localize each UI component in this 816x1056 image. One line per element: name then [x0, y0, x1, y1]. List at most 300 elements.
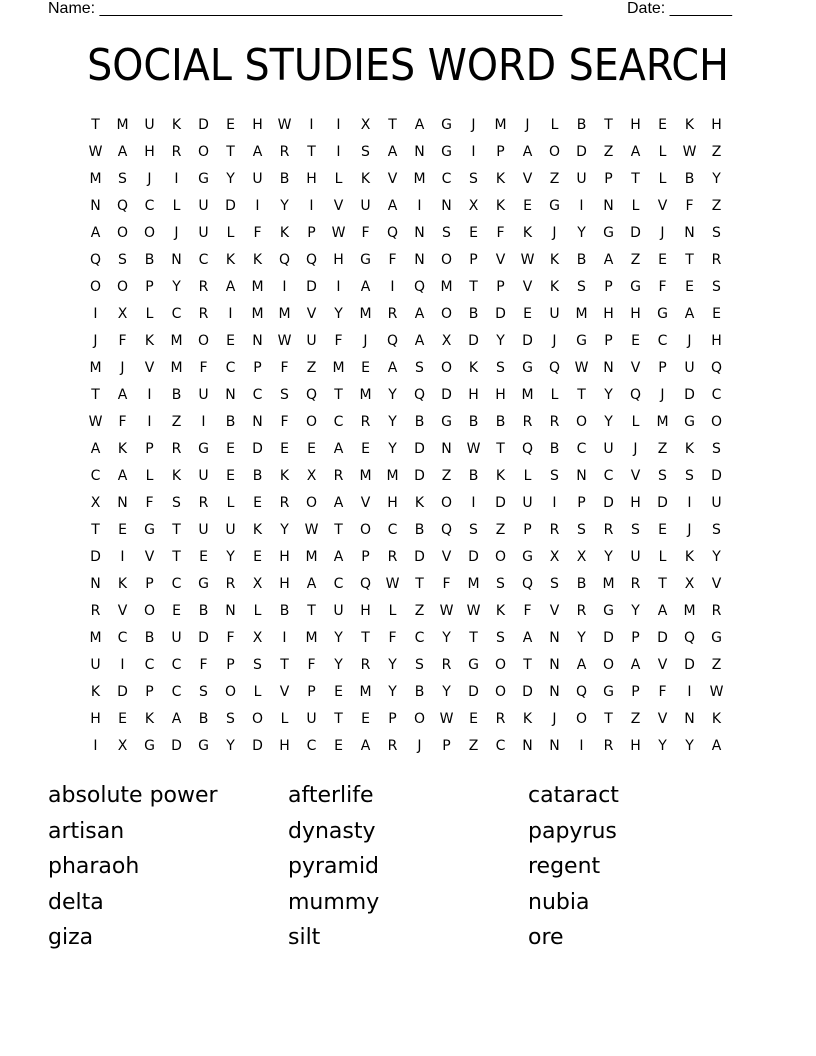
grid-letter[interactable]: C	[711, 387, 722, 403]
grid-letter[interactable]: M	[602, 576, 615, 592]
grid-letter[interactable]: U	[522, 495, 533, 511]
grid-letter[interactable]: O	[440, 306, 453, 322]
grid-letter[interactable]: R	[90, 603, 101, 619]
grid-letter[interactable]: I	[336, 279, 341, 295]
grid-letter[interactable]: M	[521, 387, 534, 403]
grid-letter[interactable]: W	[88, 414, 103, 430]
grid-letter[interactable]: D	[684, 657, 695, 673]
grid-letter[interactable]: Q	[575, 684, 588, 700]
grid-letter[interactable]: V	[522, 279, 533, 295]
grid-letter[interactable]: R	[711, 603, 722, 619]
grid-letter[interactable]: J	[525, 117, 530, 133]
grid-letter[interactable]: Z	[630, 711, 641, 727]
grid-letter[interactable]: K	[252, 252, 263, 268]
grid-letter[interactable]: L	[334, 171, 343, 187]
grid-letter[interactable]: P	[253, 360, 262, 376]
grid-letter[interactable]: A	[630, 657, 641, 673]
grid-letter[interactable]: I	[93, 306, 98, 322]
grid-letter[interactable]: M	[332, 360, 345, 376]
grid-letter[interactable]: A	[333, 441, 344, 457]
grid-letter[interactable]: B	[468, 468, 479, 484]
grid-letter[interactable]: T	[361, 630, 370, 646]
grid-letter[interactable]: K	[360, 171, 371, 187]
grid-letter[interactable]: C	[171, 306, 182, 322]
grid-letter[interactable]: G	[522, 549, 533, 565]
grid-letter[interactable]: A	[387, 198, 398, 214]
grid-letter[interactable]: V	[630, 360, 641, 376]
grid-letter[interactable]: M	[278, 306, 291, 322]
grid-letter[interactable]: I	[417, 198, 422, 214]
grid-letter[interactable]: S	[712, 225, 721, 241]
grid-letter[interactable]: H	[279, 576, 290, 592]
grid-letter[interactable]: A	[171, 711, 182, 727]
grid-letter[interactable]: G	[630, 279, 641, 295]
grid-letter[interactable]: Z	[441, 468, 452, 484]
grid-letter[interactable]: H	[711, 117, 722, 133]
grid-letter[interactable]: T	[685, 252, 694, 268]
grid-letter[interactable]: X	[90, 495, 101, 511]
grid-letter[interactable]: N	[117, 495, 128, 511]
grid-letter[interactable]: M	[305, 549, 318, 565]
grid-letter[interactable]: N	[576, 468, 587, 484]
grid-letter[interactable]: T	[658, 576, 667, 592]
grid-letter[interactable]: L	[658, 549, 667, 565]
grid-letter[interactable]: I	[687, 495, 692, 511]
grid-letter[interactable]: W	[574, 360, 589, 376]
grid-letter[interactable]: P	[577, 495, 586, 511]
grid-letter[interactable]: E	[199, 549, 208, 565]
grid-letter[interactable]: F	[145, 495, 154, 511]
grid-letter[interactable]: L	[145, 306, 154, 322]
grid-letter[interactable]: P	[145, 684, 154, 700]
grid-letter[interactable]: V	[279, 684, 290, 700]
grid-letter[interactable]: R	[495, 711, 506, 727]
grid-letter[interactable]: U	[198, 522, 209, 538]
grid-letter[interactable]: D	[90, 549, 101, 565]
grid-letter[interactable]: O	[440, 252, 453, 268]
grid-letter[interactable]: M	[359, 684, 372, 700]
grid-letter[interactable]: G	[198, 441, 209, 457]
grid-letter[interactable]: O	[440, 360, 453, 376]
grid-letter[interactable]: B	[495, 414, 506, 430]
grid-letter[interactable]: S	[415, 657, 424, 673]
grid-letter[interactable]: N	[603, 360, 614, 376]
grid-letter[interactable]: F	[388, 252, 397, 268]
grid-letter[interactable]: R	[603, 738, 614, 754]
grid-letter[interactable]: R	[630, 576, 641, 592]
grid-letter[interactable]: T	[172, 549, 181, 565]
grid-letter[interactable]: P	[469, 252, 478, 268]
grid-letter[interactable]: G	[576, 333, 587, 349]
grid-letter[interactable]: J	[552, 333, 557, 349]
grid-letter[interactable]: K	[495, 603, 506, 619]
grid-letter[interactable]: A	[603, 252, 614, 268]
grid-letter[interactable]: U	[711, 495, 722, 511]
grid-letter[interactable]: A	[414, 117, 425, 133]
grid-letter[interactable]: V	[657, 198, 668, 214]
grid-letter[interactable]: J	[93, 333, 98, 349]
grid-letter[interactable]: X	[306, 468, 317, 484]
grid-letter[interactable]: U	[684, 360, 695, 376]
grid-letter[interactable]: D	[252, 738, 263, 754]
grid-letter[interactable]: Y	[496, 333, 505, 349]
grid-letter[interactable]: T	[604, 117, 613, 133]
grid-letter[interactable]: I	[120, 657, 125, 673]
grid-letter[interactable]: P	[361, 549, 370, 565]
grid-letter[interactable]: V	[522, 171, 533, 187]
grid-letter[interactable]: U	[225, 522, 236, 538]
grid-letter[interactable]: U	[306, 333, 317, 349]
grid-letter[interactable]: E	[172, 603, 181, 619]
grid-letter[interactable]: M	[116, 117, 129, 133]
grid-letter[interactable]: T	[91, 522, 100, 538]
grid-letter[interactable]: R	[441, 657, 452, 673]
grid-letter[interactable]: H	[630, 306, 641, 322]
grid-letter[interactable]: L	[658, 144, 667, 160]
grid-letter[interactable]: Y	[604, 549, 613, 565]
grid-letter[interactable]: Y	[604, 414, 613, 430]
grid-letter[interactable]: T	[91, 387, 100, 403]
grid-letter[interactable]: Z	[603, 144, 614, 160]
grid-letter[interactable]: D	[603, 630, 614, 646]
grid-letter[interactable]: X	[360, 117, 371, 133]
grid-letter[interactable]: V	[441, 549, 452, 565]
grid-letter[interactable]: M	[683, 603, 696, 619]
grid-letter[interactable]: H	[306, 171, 317, 187]
grid-letter[interactable]: H	[711, 333, 722, 349]
grid-letter[interactable]: D	[576, 144, 587, 160]
grid-letter[interactable]: B	[414, 414, 425, 430]
grid-letter[interactable]: G	[549, 198, 560, 214]
grid-letter[interactable]: U	[306, 711, 317, 727]
grid-letter[interactable]: K	[252, 522, 263, 538]
grid-letter[interactable]: E	[469, 711, 478, 727]
grid-letter[interactable]: E	[226, 333, 235, 349]
grid-letter[interactable]: S	[712, 441, 721, 457]
grid-letter[interactable]: R	[387, 549, 398, 565]
grid-letter[interactable]: I	[282, 279, 287, 295]
grid-letter[interactable]: R	[198, 495, 209, 511]
grid-letter[interactable]: R	[387, 306, 398, 322]
grid-letter[interactable]: D	[522, 333, 533, 349]
grid-letter[interactable]: A	[225, 279, 236, 295]
grid-letter[interactable]: O	[305, 495, 318, 511]
grid-letter[interactable]: Y	[712, 171, 721, 187]
grid-letter[interactable]: J	[174, 225, 179, 241]
grid-letter[interactable]: G	[603, 684, 614, 700]
grid-letter[interactable]: K	[711, 711, 722, 727]
grid-letter[interactable]: D	[657, 495, 668, 511]
grid-letter[interactable]: O	[251, 711, 264, 727]
grid-letter[interactable]: R	[711, 252, 722, 268]
grid-letter[interactable]: V	[306, 306, 317, 322]
date-field[interactable]: Date: _______	[627, 0, 732, 17]
grid-letter[interactable]: O	[359, 522, 372, 538]
grid-letter[interactable]: P	[145, 279, 154, 295]
grid-letter[interactable]: F	[658, 684, 667, 700]
grid-letter[interactable]: T	[496, 441, 505, 457]
grid-letter[interactable]: U	[198, 468, 209, 484]
grid-letter[interactable]: E	[469, 225, 478, 241]
grid-letter[interactable]: C	[387, 522, 398, 538]
grid-letter[interactable]: V	[144, 549, 155, 565]
grid-letter[interactable]: A	[711, 738, 722, 754]
grid-letter[interactable]: Y	[712, 549, 721, 565]
grid-letter[interactable]: S	[469, 522, 478, 538]
grid-letter[interactable]: Q	[683, 630, 696, 646]
grid-letter[interactable]: I	[579, 738, 584, 754]
grid-letter[interactable]: D	[306, 279, 317, 295]
grid-letter[interactable]: M	[89, 360, 102, 376]
grid-letter[interactable]: Y	[658, 738, 667, 754]
grid-letter[interactable]: J	[687, 522, 692, 538]
grid-letter[interactable]: A	[306, 576, 317, 592]
grid-letter[interactable]: T	[307, 144, 316, 160]
grid-letter[interactable]: C	[117, 630, 128, 646]
grid-letter[interactable]: J	[120, 360, 125, 376]
grid-letter[interactable]: D	[225, 198, 236, 214]
grid-letter[interactable]: N	[522, 738, 533, 754]
grid-letter[interactable]: I	[201, 414, 206, 430]
grid-letter[interactable]: V	[360, 495, 371, 511]
grid-letter[interactable]: H	[630, 117, 641, 133]
grid-letter[interactable]: V	[333, 198, 344, 214]
grid-letter[interactable]: Q	[413, 279, 426, 295]
grid-letter[interactable]: Q	[305, 387, 318, 403]
grid-letter[interactable]: H	[279, 549, 290, 565]
grid-letter[interactable]: P	[442, 738, 451, 754]
grid-letter[interactable]: F	[199, 360, 208, 376]
grid-letter[interactable]: Y	[334, 630, 343, 646]
grid-letter[interactable]: U	[630, 549, 641, 565]
grid-letter[interactable]: W	[88, 144, 103, 160]
grid-letter[interactable]: N	[252, 414, 263, 430]
grid-letter[interactable]: E	[712, 306, 721, 322]
grid-letter[interactable]: P	[145, 576, 154, 592]
grid-letter[interactable]: F	[442, 576, 451, 592]
grid-letter[interactable]: L	[280, 711, 289, 727]
grid-letter[interactable]: F	[658, 279, 667, 295]
grid-letter[interactable]: C	[144, 198, 155, 214]
grid-letter[interactable]: M	[440, 279, 453, 295]
grid-letter[interactable]: B	[549, 441, 560, 457]
grid-letter[interactable]: C	[171, 576, 182, 592]
grid-letter[interactable]: W	[520, 252, 535, 268]
grid-letter[interactable]: P	[307, 225, 316, 241]
grid-letter[interactable]: P	[604, 279, 613, 295]
grid-letter[interactable]: A	[117, 387, 128, 403]
grid-letter[interactable]: M	[89, 630, 102, 646]
grid-letter[interactable]: Y	[172, 279, 181, 295]
grid-letter[interactable]: K	[522, 711, 533, 727]
grid-letter[interactable]: K	[279, 225, 290, 241]
grid-letter[interactable]: U	[90, 657, 101, 673]
grid-letter[interactable]: T	[577, 387, 586, 403]
grid-letter[interactable]: J	[687, 333, 692, 349]
grid-letter[interactable]: Y	[604, 387, 613, 403]
grid-letter[interactable]: M	[359, 468, 372, 484]
grid-letter[interactable]: R	[333, 468, 344, 484]
grid-letter[interactable]: V	[549, 603, 560, 619]
grid-letter[interactable]: D	[441, 387, 452, 403]
grid-letter[interactable]: G	[603, 603, 614, 619]
grid-letter[interactable]: L	[253, 684, 262, 700]
grid-letter[interactable]: M	[467, 576, 480, 592]
grid-letter[interactable]: Q	[359, 576, 372, 592]
grid-letter[interactable]: N	[549, 657, 560, 673]
grid-letter[interactable]: T	[415, 576, 424, 592]
grid-letter[interactable]: B	[468, 306, 479, 322]
grid-letter[interactable]: P	[145, 441, 154, 457]
grid-letter[interactable]: W	[439, 603, 454, 619]
grid-letter[interactable]: Z	[657, 441, 668, 457]
grid-letter[interactable]: A	[333, 495, 344, 511]
grid-letter[interactable]: K	[468, 360, 479, 376]
grid-letter[interactable]: A	[360, 738, 371, 754]
grid-letter[interactable]: E	[118, 711, 127, 727]
grid-letter[interactable]: C	[441, 171, 452, 187]
grid-letter[interactable]: X	[117, 738, 128, 754]
grid-letter[interactable]: V	[630, 468, 641, 484]
grid-letter[interactable]: L	[523, 468, 532, 484]
grid-letter[interactable]: K	[522, 225, 533, 241]
grid-letter[interactable]: U	[144, 117, 155, 133]
grid-letter[interactable]: Y	[388, 441, 397, 457]
grid-letter[interactable]: H	[279, 738, 290, 754]
grid-letter[interactable]: N	[549, 630, 560, 646]
grid-letter[interactable]: K	[171, 468, 182, 484]
grid-letter[interactable]: S	[442, 225, 451, 241]
grid-letter[interactable]: B	[468, 414, 479, 430]
grid-letter[interactable]: T	[469, 279, 478, 295]
grid-letter[interactable]: M	[413, 171, 426, 187]
grid-letter[interactable]: I	[93, 738, 98, 754]
grid-letter[interactable]: F	[280, 360, 289, 376]
grid-letter[interactable]: Q	[386, 225, 399, 241]
grid-letter[interactable]: U	[198, 198, 209, 214]
grid-letter[interactable]: Y	[280, 522, 289, 538]
grid-letter[interactable]: K	[144, 333, 155, 349]
grid-letter[interactable]: K	[684, 549, 695, 565]
grid-letter[interactable]: N	[414, 252, 425, 268]
grid-letter[interactable]: H	[468, 387, 479, 403]
grid-letter[interactable]: H	[387, 495, 398, 511]
grid-letter[interactable]: E	[361, 441, 370, 457]
grid-letter[interactable]: F	[334, 333, 343, 349]
grid-letter[interactable]: T	[280, 657, 289, 673]
grid-letter[interactable]: B	[225, 414, 236, 430]
grid-letter[interactable]: Z	[306, 360, 317, 376]
grid-letter[interactable]: I	[579, 198, 584, 214]
grid-letter[interactable]: I	[390, 279, 395, 295]
grid-letter[interactable]: Z	[630, 252, 641, 268]
grid-letter[interactable]: J	[147, 171, 152, 187]
grid-letter[interactable]: Q	[440, 522, 453, 538]
grid-letter[interactable]: R	[549, 522, 560, 538]
grid-letter[interactable]: Y	[334, 657, 343, 673]
grid-letter[interactable]: B	[198, 711, 209, 727]
grid-letter[interactable]: P	[496, 144, 505, 160]
grid-letter[interactable]: T	[388, 117, 397, 133]
grid-letter[interactable]: D	[171, 738, 182, 754]
grid-letter[interactable]: C	[90, 468, 101, 484]
grid-letter[interactable]: A	[657, 603, 668, 619]
grid-letter[interactable]: O	[197, 144, 210, 160]
grid-letter[interactable]: J	[417, 738, 422, 754]
grid-letter[interactable]: D	[468, 333, 479, 349]
grid-letter[interactable]: E	[226, 468, 235, 484]
grid-letter[interactable]: I	[147, 387, 152, 403]
grid-letter[interactable]: X	[441, 333, 452, 349]
grid-letter[interactable]: P	[523, 522, 532, 538]
grid-letter[interactable]: R	[171, 441, 182, 457]
grid-letter[interactable]: O	[494, 549, 507, 565]
grid-letter[interactable]: R	[198, 306, 209, 322]
grid-letter[interactable]: S	[469, 171, 478, 187]
grid-letter[interactable]: P	[604, 171, 613, 187]
grid-letter[interactable]: R	[225, 576, 236, 592]
grid-letter[interactable]: E	[307, 441, 316, 457]
grid-letter[interactable]: M	[251, 279, 264, 295]
grid-letter[interactable]: A	[387, 144, 398, 160]
grid-letter[interactable]: L	[550, 117, 559, 133]
grid-letter[interactable]: B	[144, 252, 155, 268]
grid-letter[interactable]: Z	[711, 657, 722, 673]
grid-letter[interactable]: F	[280, 414, 289, 430]
grid-letter[interactable]: D	[414, 549, 425, 565]
grid-letter[interactable]: O	[575, 414, 588, 430]
grid-letter[interactable]: K	[279, 468, 290, 484]
grid-letter[interactable]: U	[333, 603, 344, 619]
grid-letter[interactable]: J	[552, 711, 557, 727]
grid-letter[interactable]: R	[387, 738, 398, 754]
grid-letter[interactable]: D	[252, 441, 263, 457]
grid-letter[interactable]: S	[496, 360, 505, 376]
grid-letter[interactable]: N	[414, 144, 425, 160]
grid-letter[interactable]: K	[117, 441, 128, 457]
grid-letter[interactable]: U	[198, 225, 209, 241]
grid-letter[interactable]: K	[414, 495, 425, 511]
grid-letter[interactable]: Z	[711, 198, 722, 214]
grid-letter[interactable]: L	[226, 225, 235, 241]
grid-letter[interactable]: U	[549, 306, 560, 322]
grid-letter[interactable]: G	[441, 414, 452, 430]
grid-letter[interactable]: M	[656, 414, 669, 430]
grid-letter[interactable]: Y	[631, 603, 640, 619]
grid-letter[interactable]: M	[305, 630, 318, 646]
grid-letter[interactable]: D	[684, 387, 695, 403]
grid-letter[interactable]: D	[117, 684, 128, 700]
grid-letter[interactable]: S	[712, 279, 721, 295]
grid-letter[interactable]: W	[682, 144, 697, 160]
grid-letter[interactable]: A	[576, 657, 587, 673]
grid-letter[interactable]: T	[523, 657, 532, 673]
grid-letter[interactable]: V	[711, 576, 722, 592]
grid-letter[interactable]: C	[144, 657, 155, 673]
grid-letter[interactable]: S	[496, 576, 505, 592]
grid-letter[interactable]: Q	[116, 198, 129, 214]
grid-letter[interactable]: H	[144, 144, 155, 160]
grid-letter[interactable]: W	[304, 522, 319, 538]
grid-letter[interactable]: K	[144, 711, 155, 727]
grid-letter[interactable]: R	[360, 414, 371, 430]
grid-letter[interactable]: G	[441, 117, 452, 133]
grid-letter[interactable]: C	[576, 441, 587, 457]
grid-letter[interactable]: N	[414, 225, 425, 241]
grid-letter[interactable]: A	[90, 441, 101, 457]
grid-letter[interactable]: E	[361, 711, 370, 727]
grid-letter[interactable]: K	[495, 468, 506, 484]
